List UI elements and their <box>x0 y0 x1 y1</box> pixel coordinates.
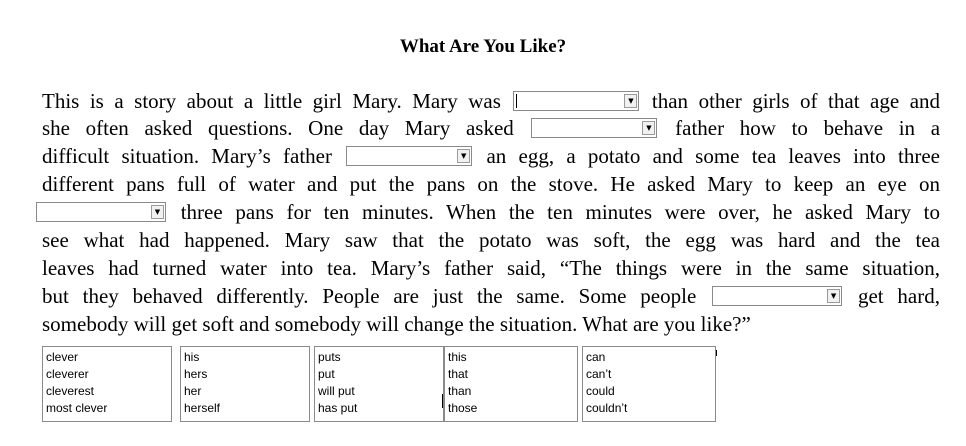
story-line-7: leaves had turned water into tea. Mary’s father said, “The things were in the same situation, <box>42 256 940 280</box>
chevron-down-icon[interactable]: ▼ <box>642 121 655 135</box>
story-text: get hard, <box>857 284 940 308</box>
list-item[interactable]: can’t <box>586 367 612 381</box>
list-item[interactable]: her <box>184 384 202 398</box>
list-item[interactable]: will put <box>318 384 355 398</box>
list-item[interactable]: his <box>184 350 200 364</box>
list-item[interactable]: puts <box>318 350 341 364</box>
list-item[interactable]: that <box>448 367 469 381</box>
option-list-1[interactable] <box>42 346 172 422</box>
option-list-2[interactable] <box>180 346 310 422</box>
list-item[interactable]: herself <box>184 401 221 415</box>
list-item[interactable]: has put <box>318 401 358 415</box>
option-list-5[interactable] <box>582 346 716 422</box>
list-item[interactable]: most clever <box>46 401 108 415</box>
story-text: but they behaved differently. People are just the same. Some people <box>42 284 697 308</box>
dropdown-4[interactable] <box>36 202 166 222</box>
list-item[interactable]: cleverer <box>46 367 89 381</box>
divider <box>716 350 717 356</box>
story-text: This is a story about a little girl Mary. Mary was <box>42 89 501 113</box>
story-line-3 <box>42 144 940 168</box>
option-list-4[interactable] <box>444 346 578 422</box>
story-text: an egg, a potato and some tea leaves into three <box>486 144 940 168</box>
story-line-5 <box>36 200 940 224</box>
option-list-3[interactable] <box>314 346 444 422</box>
story-line-4: different pans full of water and put the pans on the stove. He asked Mary to keep an eye on <box>42 172 940 196</box>
list-item[interactable]: could <box>586 384 615 398</box>
dropdown-5[interactable] <box>712 286 842 306</box>
story-line-6: see what had happened. Mary saw that the potato was soft, the egg was hard and the tea <box>42 228 940 252</box>
text-cursor <box>442 394 443 408</box>
story-text: father how to behave in a <box>675 116 941 140</box>
story-text: she often asked questions. One day Mary asked <box>42 116 514 140</box>
option-lists <box>0 346 966 426</box>
list-item[interactable]: this <box>448 350 467 364</box>
page-title: What Are You Like? <box>399 36 567 57</box>
list-item[interactable]: can <box>586 350 606 364</box>
chevron-down-icon[interactable]: ▼ <box>624 94 637 108</box>
story-text: difficult situation. Mary’s father <box>42 144 332 168</box>
chevron-down-icon[interactable]: ▼ <box>457 149 470 163</box>
chevron-down-icon[interactable]: ▼ <box>827 289 840 303</box>
story-text: three pans for ten minutes. When the ten minutes were over, he asked Mary to <box>180 200 941 224</box>
dropdown-3[interactable] <box>346 146 472 166</box>
story-line-9: somebody will get soft and somebody will change the situation. What are you like?” <box>42 312 751 336</box>
chevron-down-icon[interactable]: ▼ <box>151 205 164 219</box>
dropdown-2[interactable] <box>531 118 657 138</box>
list-item[interactable]: couldn’t <box>586 401 628 415</box>
story-line-2 <box>42 116 940 140</box>
list-item[interactable]: clever <box>46 350 79 364</box>
list-item[interactable]: cleverest <box>46 384 95 398</box>
list-item[interactable]: than <box>448 384 472 398</box>
list-item[interactable]: hers <box>184 367 208 381</box>
list-item[interactable]: those <box>448 401 478 415</box>
text-cursor <box>516 94 517 108</box>
list-item[interactable]: put <box>318 367 335 381</box>
story-line-8 <box>42 284 940 308</box>
story-line-1 <box>42 89 940 113</box>
dropdown-1[interactable] <box>513 91 639 111</box>
story-text: than other girls of that age and <box>651 89 941 113</box>
